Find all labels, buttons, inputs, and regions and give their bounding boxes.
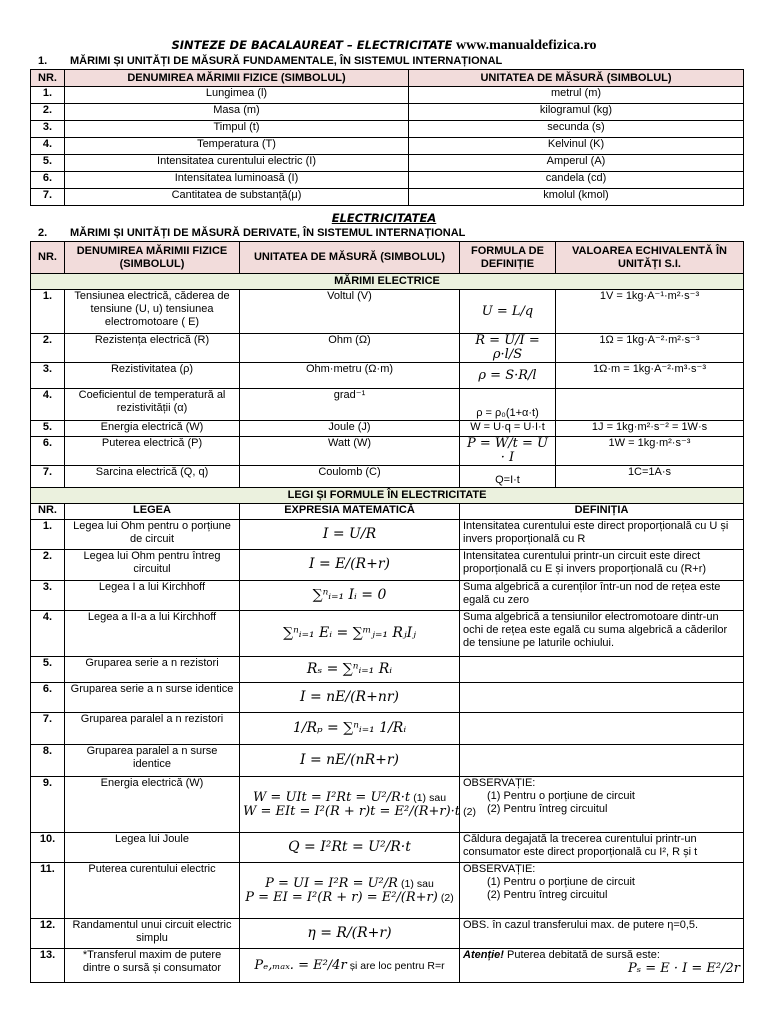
table-row xyxy=(31,138,744,155)
table-row xyxy=(31,334,744,363)
section2-heading xyxy=(38,227,465,239)
expression-text: P = UI = I²R = U²/R xyxy=(265,875,398,891)
expression-sau: sau xyxy=(416,877,434,890)
row-unit: candela (cd) xyxy=(409,172,744,189)
row-law: Legea a II-a a lui Kirchhoff xyxy=(65,611,240,657)
expression-text: η = R/(R+r) xyxy=(307,924,392,941)
expression-line-2 xyxy=(243,891,456,905)
row-nr: 1. xyxy=(31,520,65,550)
row-expression xyxy=(240,863,460,919)
expression-text: I = U/R xyxy=(322,525,377,542)
header-nr: NR. xyxy=(31,504,65,520)
row-name: Sarcina electrică (Q, q) xyxy=(65,466,240,488)
header-definition: DEFINIȚIA xyxy=(460,504,744,520)
definition-text: Puterea debitată de sursă este: xyxy=(507,949,660,961)
table-row xyxy=(31,104,744,121)
table-row xyxy=(31,777,744,833)
row-nr: 2. xyxy=(31,104,65,121)
table-row xyxy=(31,863,744,919)
expression-text: P = EI = I²(R + r) = E²/(R+r) xyxy=(245,889,438,905)
band-electrical-quantities: MĂRIMI ELECTRICE xyxy=(31,274,744,290)
section1-heading xyxy=(38,55,502,67)
row-si: 1Ω·m = 1kg·A⁻²·m³·s⁻³ xyxy=(556,363,744,389)
expression-text: Rₛ = ∑ⁿᵢ₌₁ Rᵢ xyxy=(306,660,393,677)
expression-sau: sau xyxy=(429,791,447,804)
row-nr: 5. xyxy=(31,421,65,437)
band-row xyxy=(31,274,744,290)
formula-text: U = L/q xyxy=(481,303,534,319)
row-unit: Coulomb (C) xyxy=(240,466,460,488)
row-definition xyxy=(460,949,744,983)
section2-number: 2. xyxy=(38,227,48,239)
page-title xyxy=(0,37,768,54)
expression-text: W = UIt = I²Rt = U²/R·t xyxy=(252,789,411,805)
row-formula xyxy=(460,290,556,334)
header-nr: NR. xyxy=(31,70,65,87)
row-law: Gruparea serie a n rezistori xyxy=(65,657,240,683)
table-row xyxy=(31,363,744,389)
electricitate-title: ELECTRICITATEA xyxy=(331,211,437,225)
expression-text: W = EIt = I²(R + r)t = E²/(R+r)·t xyxy=(243,803,461,819)
row-unit: Ohm·metru (Ω·m) xyxy=(240,363,460,389)
row-unit: kmolul (kmol) xyxy=(409,189,744,206)
row-name: Rezistivitatea (ρ) xyxy=(65,363,240,389)
table-row xyxy=(31,550,744,581)
fundamental-units-table xyxy=(30,69,744,206)
row-expression xyxy=(240,611,460,657)
header-name: DENUMIREA MĂRIMII FIZICE (SIMBOLUL) xyxy=(65,70,409,87)
section2-title: MĂRIMI ȘI UNITĂȚI DE MĂSURĂ DERIVATE, ÎN SISTEMUL INTERNAȚIONAL xyxy=(70,227,466,239)
row-nr: 5. xyxy=(31,155,65,172)
row-nr: 13. xyxy=(31,949,65,983)
row-definition: Suma algebrică a curenților într-un nod de rețea este egală cu zero xyxy=(460,581,744,611)
row-expression xyxy=(240,833,460,863)
row-definition xyxy=(460,713,744,745)
table-row xyxy=(31,172,744,189)
expression-tag: (2) xyxy=(463,805,476,818)
formula-text: R = U/I = ρ·l/S xyxy=(475,333,540,362)
table-row xyxy=(31,581,744,611)
observation-label: OBSERVAȚIE: xyxy=(463,863,536,875)
table-row xyxy=(31,389,744,421)
row-name: Tensiunea electrică, căderea de tensiune (U, u) tensiunea electromotoare ( E) xyxy=(65,290,240,334)
row-name: Timpul (t) xyxy=(65,121,409,138)
formula-text: P = W/t = U · I xyxy=(467,436,548,465)
table-row xyxy=(31,745,744,777)
row-nr: 2. xyxy=(31,550,65,581)
table-row xyxy=(31,437,744,466)
row-unit: Watt (W) xyxy=(240,437,460,466)
table-row xyxy=(31,466,744,488)
row-definition xyxy=(460,745,744,777)
header-unit: UNITATEA DE MĂSURĂ (SIMBOLUL) xyxy=(240,242,460,274)
row-nr: 5. xyxy=(31,657,65,683)
title-italic: SINTEZE DE BACALAUREAT – ELECTRICITATE xyxy=(171,38,453,52)
row-nr: 10. xyxy=(31,833,65,863)
row-name: Lungimea (l) xyxy=(65,87,409,104)
row-name: Masa (m) xyxy=(65,104,409,121)
row-expression xyxy=(240,683,460,713)
section1-number: 1. xyxy=(38,55,48,67)
row-expression xyxy=(240,919,460,949)
row-unit: secunda (s) xyxy=(409,121,744,138)
table-row xyxy=(31,87,744,104)
row-nr: 6. xyxy=(31,683,65,713)
expression-suffix: și are loc pentru R=r xyxy=(349,959,445,972)
expression-line-1 xyxy=(243,791,456,805)
table-row xyxy=(31,833,744,863)
expression-text: ∑ⁿᵢ₌₁ Eᵢ = ∑ᵐⱼ₌₁ RⱼIⱼ xyxy=(283,624,416,641)
attention-label: Atenție! xyxy=(463,949,504,961)
table-row xyxy=(31,611,744,657)
row-nr: 9. xyxy=(31,777,65,833)
row-nr: 12. xyxy=(31,919,65,949)
table-row xyxy=(31,919,744,949)
row-name: Intensitatea luminoasă (I) xyxy=(65,172,409,189)
row-nr: 7. xyxy=(31,466,65,488)
row-law: Gruparea paralel a n surse identice xyxy=(65,745,240,777)
row-nr: 6. xyxy=(31,437,65,466)
observation-item: (2) Pentru întreg circuitul xyxy=(487,803,608,815)
table-header-row xyxy=(31,504,744,520)
row-definition xyxy=(460,683,744,713)
row-nr: 7. xyxy=(31,189,65,206)
row-si: 1Ω = 1kg·A⁻²·m²·s⁻³ xyxy=(556,334,744,363)
row-nr: 3. xyxy=(31,581,65,611)
row-name: Energia electrică (W) xyxy=(65,421,240,437)
observation-label: OBSERVAȚIE: xyxy=(463,777,536,789)
row-name: Intensitatea curentului electric (I) xyxy=(65,155,409,172)
table-row xyxy=(31,657,744,683)
row-definition: Suma algebrică a tensiunilor electromotoare dintr-un ochi de rețea este egală cu suma algebrică a căderilor de tensiune pe laturile ochiului. xyxy=(460,611,744,657)
row-name: Rezistența electrică (R) xyxy=(65,334,240,363)
row-expression xyxy=(240,657,460,683)
row-nr: 1. xyxy=(31,87,65,104)
row-definition xyxy=(460,777,744,833)
header-formula: FORMULA DE DEFINIȚIE xyxy=(460,242,556,274)
row-si: 1J = 1kg·m²·s⁻² = 1W·s xyxy=(556,421,744,437)
row-law: Gruparea serie a n surse identice xyxy=(65,683,240,713)
table-header-row xyxy=(31,70,744,87)
observation-item: (1) Pentru o porțiune de circuit xyxy=(487,790,635,802)
observation-item: (2) Pentru întreg circuitul xyxy=(487,889,608,901)
row-law: *Transferul maxim de putere dintre o sursă și consumator xyxy=(65,949,240,983)
table-header-row xyxy=(31,242,744,274)
band-laws-formulas: LEGI ȘI FORMULE ÎN ELECTRICITATE xyxy=(31,488,744,504)
section1-title: MĂRIMI ȘI UNITĂȚI DE MĂSURĂ FUNDAMENTALE, ÎN SISTEMUL INTERNAȚIONAL xyxy=(70,55,503,67)
row-law: Legea lui Joule xyxy=(65,833,240,863)
row-law: Energia electrică (W) xyxy=(65,777,240,833)
row-expression xyxy=(240,581,460,611)
definition-formula: Pₛ = E · I = E²/2r xyxy=(627,961,740,976)
table-row xyxy=(31,189,744,206)
row-name: Coeficientul de temperatură al rezistivității (α) xyxy=(65,389,240,421)
observation-item: (1) Pentru o porțiune de circuit xyxy=(487,876,635,888)
row-si: 1W = 1kg·m²·s⁻³ xyxy=(556,437,744,466)
row-expression xyxy=(240,520,460,550)
expression-tag: (1) xyxy=(401,877,414,890)
table-row xyxy=(31,713,744,745)
row-formula xyxy=(460,363,556,389)
row-formula xyxy=(460,437,556,466)
row-unit: Voltul (V) xyxy=(240,290,460,334)
row-formula: ρ = ρ₀(1+α·t) xyxy=(460,389,556,421)
row-nr: 2. xyxy=(31,334,65,363)
row-name: Puterea electrică (P) xyxy=(65,437,240,466)
row-nr: 4. xyxy=(31,138,65,155)
row-unit: kilogramul (kg) xyxy=(409,104,744,121)
row-nr: 1. xyxy=(31,290,65,334)
row-expression xyxy=(240,949,460,983)
row-nr: 4. xyxy=(31,389,65,421)
expression-text: Pₑ,ₘₐₓ. = E²/4r xyxy=(254,957,347,973)
row-unit: metrul (m) xyxy=(409,87,744,104)
row-nr: 11. xyxy=(31,863,65,919)
band-row xyxy=(31,488,744,504)
row-unit: Kelvinul (K) xyxy=(409,138,744,155)
row-formula: W = U·q = U·I·t xyxy=(460,421,556,437)
row-formula: Q=I·t xyxy=(460,466,556,488)
row-law: Randamentul unui circuit electric simplu xyxy=(65,919,240,949)
table-row xyxy=(31,421,744,437)
row-unit: Ohm (Ω) xyxy=(240,334,460,363)
row-definition xyxy=(460,863,744,919)
row-si xyxy=(556,389,744,421)
row-formula xyxy=(460,334,556,363)
expression-line-2 xyxy=(243,803,476,819)
row-si: 1C=1A·s xyxy=(556,466,744,488)
expression-text: I = nE/(R+nr) xyxy=(299,688,400,705)
row-name: Temperatura (T) xyxy=(65,138,409,155)
row-law: Gruparea paralel a n rezistori xyxy=(65,713,240,745)
row-nr: 4. xyxy=(31,611,65,657)
table-row xyxy=(31,290,744,334)
derived-units-table xyxy=(30,241,744,983)
expression-text: I = E/(R+r) xyxy=(309,556,390,572)
expression-tag: (2) xyxy=(440,891,454,904)
row-expression xyxy=(240,713,460,745)
expression-text: 1/Rₚ = ∑ⁿᵢ₌₁ 1/Rᵢ xyxy=(292,719,407,736)
expression-line-1 xyxy=(243,877,456,891)
table-row xyxy=(31,121,744,138)
row-nr: 8. xyxy=(31,745,65,777)
table-row xyxy=(31,155,744,172)
header-name: DENUMIREA MĂRIMII FIZICE (SIMBOLUL) xyxy=(65,242,240,274)
row-unit: Joule (J) xyxy=(240,421,460,437)
header-law: LEGEA xyxy=(65,504,240,520)
header-si: VALOAREA ECHIVALENTĂ ÎN UNITĂȚI S.I. xyxy=(556,242,744,274)
row-nr: 6. xyxy=(31,172,65,189)
expression-text: ∑ⁿᵢ₌₁ Iᵢ = 0 xyxy=(312,586,387,603)
table-row xyxy=(31,683,744,713)
expression-text: Q = I²Rt = U²/R·t xyxy=(288,838,411,855)
row-nr: 3. xyxy=(31,121,65,138)
row-nr: 3. xyxy=(31,363,65,389)
row-unit: grad⁻¹ xyxy=(240,389,460,421)
row-unit: Amperul (A) xyxy=(409,155,744,172)
row-law: Puterea curentului electric xyxy=(65,863,240,919)
row-law: Legea lui Ohm pentru o porțiune de circuit xyxy=(65,520,240,550)
header-unit: UNITATEA DE MĂSURĂ (SIMBOLUL) xyxy=(409,70,744,87)
row-law: Legea I a lui Kirchhoff xyxy=(65,581,240,611)
row-law: Legea lui Ohm pentru întreg circuitul xyxy=(65,550,240,581)
formula-text: ρ = S·R/l xyxy=(478,367,537,383)
title-site: www.manualdefizica.ro xyxy=(456,38,597,53)
row-nr: 7. xyxy=(31,713,65,745)
row-definition: Căldura degajată la trecerea curentului printr-un consumator este direct proporțională cu I², R și t xyxy=(460,833,744,863)
row-definition: Intensitatea curentului printr-un circuit este direct proporțională cu E și invers proporțională cu (R+r) xyxy=(460,550,744,581)
header-nr: NR. xyxy=(31,242,65,274)
row-expression xyxy=(240,777,476,833)
expression-text: I = nE/(nR+r) xyxy=(299,751,400,768)
table-row xyxy=(31,520,744,550)
row-expression xyxy=(240,550,460,581)
row-definition: OBS. în cazul transferului max. de putere η=0,5. xyxy=(460,919,744,949)
row-expression xyxy=(240,745,460,777)
expression-tag: (1) xyxy=(413,791,427,804)
row-definition xyxy=(460,657,744,683)
row-name: Cantitatea de substanță(μ) xyxy=(65,189,409,206)
row-definition: Intensitatea curentului este direct proporțională cu U și invers proporțională cu R xyxy=(460,520,744,550)
table-row xyxy=(31,949,744,983)
header-expression: EXPRESIA MATEMATICĂ xyxy=(240,504,460,520)
row-si: 1V = 1kg·A⁻¹·m²·s⁻³ xyxy=(556,290,744,334)
